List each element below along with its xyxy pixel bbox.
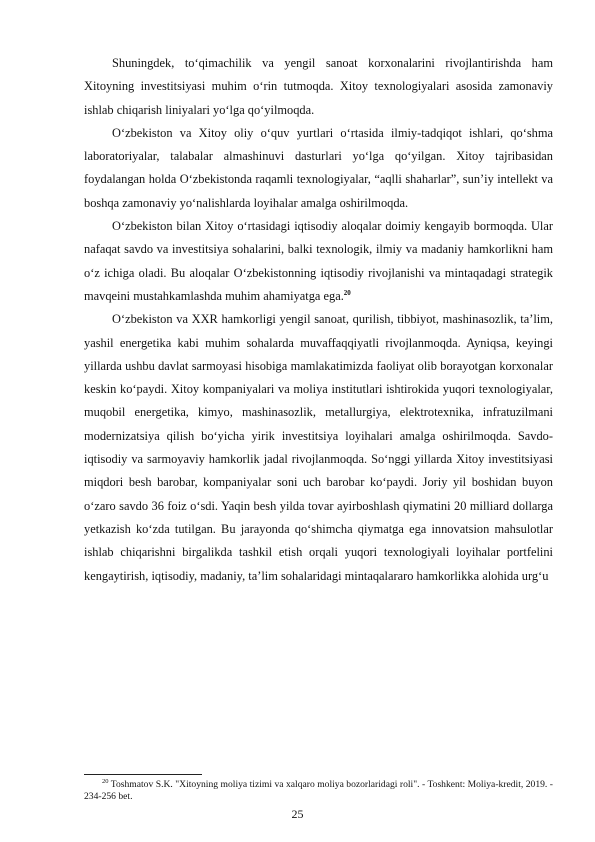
footnote [84, 779, 553, 802]
paragraph-economic-relations [84, 215, 553, 308]
footnote-number: 20 [102, 778, 109, 785]
footnote-divider [84, 774, 202, 775]
footnote-text: Toshmatov S.K. "Xitoyning moliya tizimi va xalqaro moliya bozorlaridagi roli". - Toshkent: Moliya-kredit, 2019. - 234-256 bet. [84, 779, 553, 802]
paragraph-universities: O‘zbekiston va Xitoy oliy o‘quv yurtlari o‘rtasida ilmiy-tadqiqot ishlari, qo‘shma laboratoriyalar, talabalar almashinuvi dasturlari yo‘lga qo‘yilgan. Xitoy tajribasidan foydalangan holda O‘zbekistonda raqamli texnologiyalar, “aqlli shaharlar”, sun’iy intellekt va boshqa zamonaviy yo‘nalishlarda loyihalar amalga oshirilmoqda. [84, 125, 553, 210]
page-number: 25 [291, 807, 304, 821]
body-text [84, 52, 553, 588]
paragraph-textile-industry: Shuningdek, to‘qimachilik va yengil sanoat korxonalarini rivojlantirishda ham Xitoyning investitsiyasi muhim o‘rin tutmoqda. Xitoy texnologiyalari asosida zamonaviy ishlab chiqarish liniyalari yo‘lga qo‘yilmoqda. [84, 56, 553, 117]
paragraph-economic-relations-text: O‘zbekiston bilan Xitoy o‘rtasidagi iqtisodiy aloqalar doimiy kengayib bormoqda. Ular nafaqat savdo va investitsiya sohalarini, balki texnologik, ilmiy va madaniy hamkorlikni ham o‘z ichiga oladi. Bu aloqalar O‘zbekistonning iqtisodiy rivojlanishi va mintaqadagi strategik mavqeini mustahkamlashda muhim ahamiyatga ega. [84, 219, 553, 303]
footnote-reference[interactable]: 20 [343, 288, 351, 297]
paragraph-cooperation: O‘zbekiston va XXR hamkorligi yengil sanoat, qurilish, tibbiyot, mashinasozlik, ta’lim, yashil energetika kabi muhim sohalarda muvaffaqqiyatli rivojlanmoqda. Ayniqsa, keyingi yillarda ushbu davlat sarmoyasi hisobiga mamlakatimizda faoliyat olib borayotgan korxonalar keskin ko‘paydi. Xitoy kompaniyalari va moliya institutlari ishtirokida yuqori texnologiyalar, muqobil energetika, kimyo, mashinasozlik, metallurgiya, elektrotexnika, infratuzilmani modernizatsiya qilish bo‘yicha yirik investitsiya loyihalari amalga oshirilmoqda. Savdo-iqtisodiy va sarmoyaviy hamkorlik jadal rivojlanmoqda. So‘nggi yillarda Xitoy investitsiyasi miqdori besh barobar, kompaniyalar soni uch barobar ko‘paydi. Joriy yil boshidan buyon o‘zaro savdo 36 foiz o‘sdi. Yaqin besh yilda tovar ayirboshlash qiymatini 20 milliard dollarga yetkazish ko‘zda tutilgan. Bu jarayonda qo‘shimcha qiymatga ega innovatsion mahsulotlar ishlab chiqarishni birgalikda tashkil etish orqali yuqori texnologiyali loyihalar portfelini kengaytirish, iqtisodiy, madaniy, ta’lim sohalaridagi mintaqalararo hamkorlikka alohida urg‘u [84, 312, 553, 583]
